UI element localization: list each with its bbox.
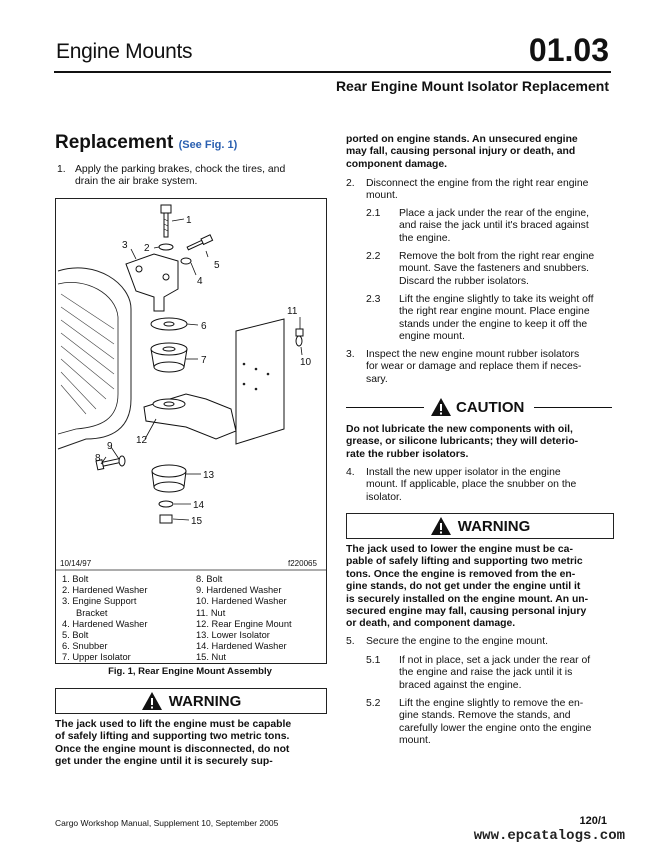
step-number: 5.1 bbox=[366, 655, 381, 666]
figure-id: f220065 bbox=[288, 559, 317, 568]
step-text: the engine and raise the jack until it is bbox=[399, 667, 573, 679]
callout-13: 13 bbox=[203, 470, 215, 481]
callout-12: 12 bbox=[136, 435, 148, 446]
figure-caption: Fig. 1, Rear Engine Mount Assembly bbox=[108, 666, 272, 677]
step-text: Lift the engine slightly to remove the en- bbox=[399, 698, 584, 709]
warning-line: The jack used to lower the engine must be ca- bbox=[346, 544, 573, 555]
step-text: Discard the rubber isolators. bbox=[399, 275, 529, 287]
legend-item: Bracket bbox=[76, 607, 108, 618]
step-number: 5. bbox=[346, 636, 355, 647]
warning-line: tons. Once the engine is removed from the en- bbox=[346, 568, 576, 580]
step-text: mount. bbox=[399, 735, 431, 747]
warning-line: secured engine may fall, causing personal injury bbox=[346, 606, 587, 618]
page-subtitle: Rear Engine Mount Isolator Replacement bbox=[335, 78, 609, 94]
step-text: Lift the engine slightly to take its weight off bbox=[399, 294, 594, 305]
warning-line: The jack used to lift the engine must be capable bbox=[55, 719, 292, 730]
footer-manual: Cargo Workshop Manual, Supplement 10, September 2005 bbox=[55, 818, 279, 828]
legend-item: 6. Snubber bbox=[62, 641, 108, 652]
step-number: 2.1 bbox=[366, 208, 381, 219]
warning-line: or death, and component damage. bbox=[346, 618, 516, 630]
step-text: the engine. bbox=[399, 232, 451, 244]
step-3 bbox=[346, 349, 616, 386]
step-1 bbox=[57, 164, 327, 189]
step-text: mount. bbox=[366, 190, 398, 202]
figure-legend-left bbox=[62, 574, 147, 664]
callout-1: 1 bbox=[186, 215, 192, 226]
step-text: Remove the bolt from the right rear engine bbox=[399, 251, 595, 262]
figure-date: 10/14/97 bbox=[60, 559, 92, 568]
figure-legend-right bbox=[196, 574, 292, 664]
step-text: Inspect the new engine mount rubber isolators bbox=[366, 349, 580, 360]
step-text: and raise the jack until it's braced against bbox=[399, 220, 589, 232]
legend-item: 2. Hardened Washer bbox=[62, 585, 148, 596]
caution-triangle-icon bbox=[430, 397, 452, 417]
caution-header bbox=[430, 397, 524, 417]
legend-item: 4. Hardened Washer bbox=[62, 618, 148, 629]
legend-item: 13. Lower Isolator bbox=[196, 630, 270, 641]
warning-label: WARNING bbox=[457, 517, 531, 535]
warning-triangle-icon bbox=[430, 516, 452, 536]
caution-line: grease, or silicone lubricants; they will deterio- bbox=[346, 436, 579, 448]
section-title-text: Replacement bbox=[55, 132, 174, 153]
watermark: www.epcatalogs.com bbox=[473, 828, 625, 844]
step-text: Install the new upper isolator in the engine bbox=[366, 467, 561, 478]
step-text: stands under the engine to keep it off the bbox=[399, 318, 588, 330]
step-number: 2.2 bbox=[366, 251, 381, 262]
step-number: 2. bbox=[346, 178, 355, 189]
step-text: If not in place, set a jack under the rear of bbox=[399, 655, 591, 666]
text-line: may fall, causing personal injury or death, and bbox=[346, 146, 576, 158]
callout-4: 4 bbox=[197, 276, 203, 287]
warning-box-1 bbox=[55, 688, 327, 714]
caution-line: rate the rubber isolators. bbox=[346, 448, 469, 460]
callout-2: 2 bbox=[144, 243, 150, 254]
step-text: isolator. bbox=[366, 491, 402, 503]
section-title bbox=[55, 132, 237, 154]
callout-6: 6 bbox=[201, 321, 207, 332]
step-text: mount. If applicable, place the snubber on the bbox=[366, 479, 577, 491]
step-5 bbox=[346, 636, 616, 648]
text-line: ported on engine stands. An unsecured engine bbox=[346, 134, 578, 145]
warning-triangle-icon bbox=[141, 691, 163, 711]
step-2-1 bbox=[366, 208, 616, 245]
figure-reference-link[interactable]: (See Fig. 1) bbox=[178, 139, 238, 151]
step-text: carefully lower the engine onto the engine bbox=[399, 722, 592, 734]
legend-item: 7. Upper Isolator bbox=[62, 652, 131, 663]
caution-label: CAUTION bbox=[456, 398, 525, 416]
legend-item: 3. Engine Support bbox=[62, 596, 137, 607]
warning-line: pable of safely lifting and supporting two metric bbox=[346, 556, 583, 568]
step-text: engine mount. bbox=[399, 331, 465, 343]
legend-item: 10. Hardened Washer bbox=[196, 596, 287, 607]
legend-item: 15. Nut bbox=[196, 652, 226, 663]
callout-3: 3 bbox=[122, 240, 128, 251]
callout-11: 11 bbox=[287, 306, 298, 317]
figure-box bbox=[55, 198, 327, 664]
step-5-1 bbox=[366, 655, 616, 692]
caution-rule-left bbox=[346, 407, 424, 408]
step-text: sary. bbox=[366, 373, 388, 385]
step-number: 5.2 bbox=[366, 698, 381, 709]
text-line: component damage. bbox=[346, 158, 448, 170]
caution-text bbox=[346, 424, 616, 461]
step-text: Secure the engine to the engine mount. bbox=[366, 636, 548, 647]
header-rule bbox=[54, 71, 611, 73]
step-text: Disconnect the engine from the right rear engine bbox=[366, 178, 589, 189]
callout-7: 7 bbox=[201, 355, 207, 366]
step-2 bbox=[346, 178, 616, 203]
step-text: drain the air brake system. bbox=[75, 176, 198, 188]
section-number: 01.03 bbox=[528, 32, 609, 68]
legend-item: 9. Hardened Washer bbox=[196, 585, 282, 596]
callout-8: 8 bbox=[95, 453, 101, 464]
callout-14: 14 bbox=[193, 500, 205, 511]
legend-item: 11. Nut bbox=[196, 607, 226, 618]
step-text: gine stands. Remove the stands, and bbox=[399, 710, 571, 722]
caution-rule-right bbox=[534, 407, 612, 408]
step-5-2 bbox=[366, 698, 616, 748]
step-text: mount. Save the fasteners and snubbers. bbox=[399, 263, 590, 275]
warning-box-2 bbox=[346, 513, 614, 539]
callout-10: 10 bbox=[300, 357, 312, 368]
step-number: 4. bbox=[346, 467, 355, 478]
step-2-3 bbox=[366, 294, 616, 344]
warning-1-text bbox=[55, 719, 330, 769]
warning-2-text bbox=[346, 544, 616, 631]
legend-item: 1. Bolt bbox=[62, 574, 89, 584]
page-title: Engine Mounts bbox=[56, 40, 193, 63]
warning-label: WARNING bbox=[168, 692, 242, 710]
callout-15: 15 bbox=[191, 516, 203, 527]
warning-line: get under the engine until it is securely sup- bbox=[55, 756, 273, 768]
legend-item: 8. Bolt bbox=[196, 574, 223, 584]
callout-9: 9 bbox=[107, 441, 113, 452]
step-4 bbox=[346, 467, 616, 504]
legend-item: 5. Bolt bbox=[62, 630, 89, 641]
warning-line: of safely lifting and supporting two metric tons. bbox=[55, 731, 290, 743]
legend-item: 12. Rear Engine Mount bbox=[196, 618, 292, 629]
step-2-2 bbox=[366, 251, 616, 288]
warning-line: gine stands, do not get under the engine until it bbox=[346, 581, 581, 593]
step-text: the right rear engine mount. Place engine bbox=[399, 306, 590, 318]
step-text: Apply the parking brakes, chock the tires, and bbox=[75, 164, 286, 175]
warning-line: is securely installed on the engine mount. An un- bbox=[346, 593, 589, 605]
step-number: 3. bbox=[346, 349, 355, 360]
step-text: braced against the engine. bbox=[399, 679, 522, 691]
caution-line: Do not lubricate the new components with oil, bbox=[346, 424, 573, 435]
legend-item: 14. Hardened Washer bbox=[196, 641, 287, 652]
step-text: Place a jack under the rear of the engine, bbox=[399, 208, 590, 219]
page-number: 120/1 bbox=[579, 815, 607, 827]
callout-5: 5 bbox=[214, 260, 220, 271]
warning-line: Once the engine mount is disconnected, do not bbox=[55, 743, 290, 755]
step-number: 1. bbox=[57, 164, 66, 175]
warning-continuation bbox=[346, 134, 616, 171]
step-number: 2.3 bbox=[366, 294, 381, 305]
step-text: for wear or damage and replace them if neces- bbox=[366, 361, 582, 373]
